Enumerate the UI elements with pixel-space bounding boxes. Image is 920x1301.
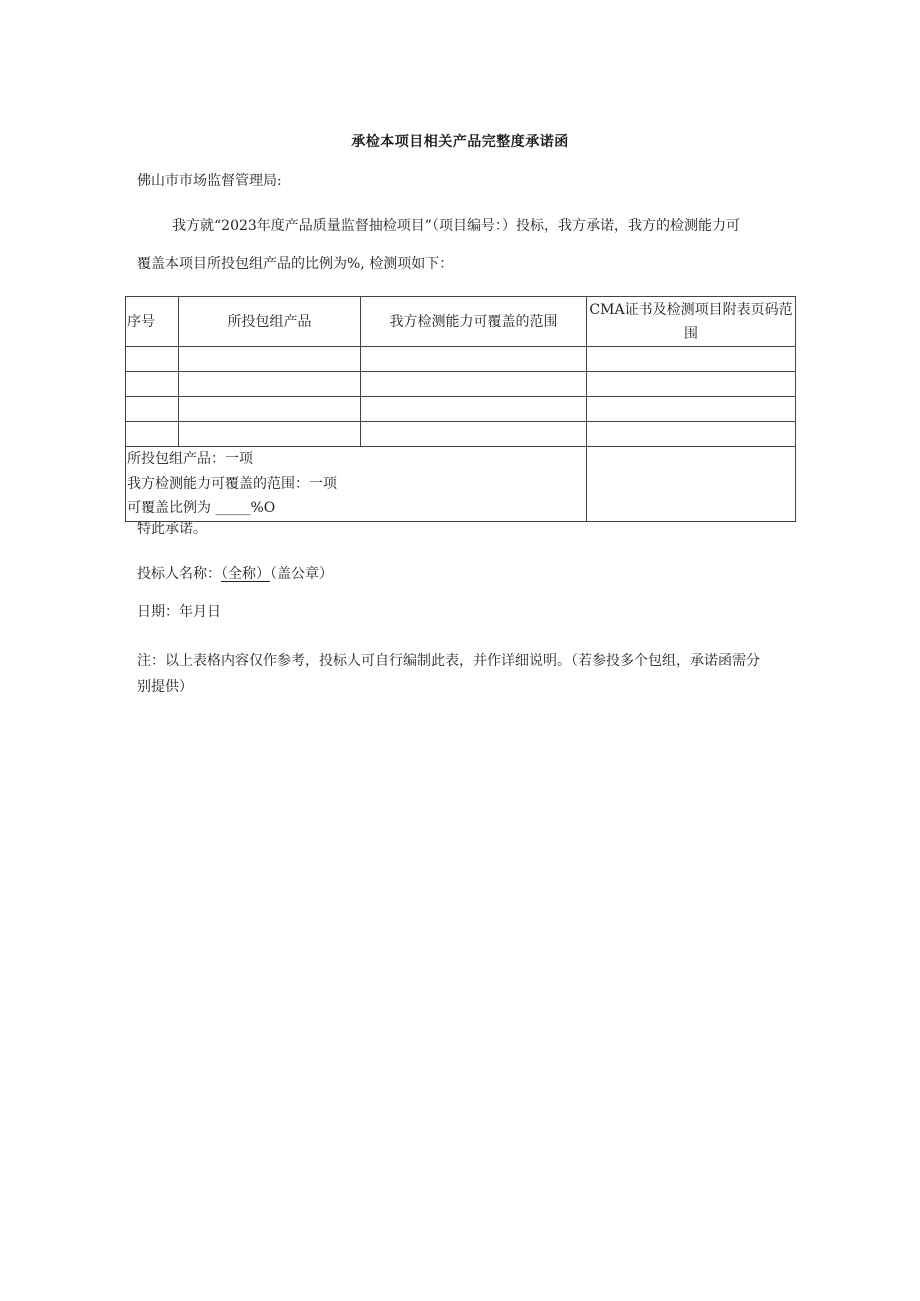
closing-statement: 特此承诺。 <box>137 521 207 537</box>
table-row <box>126 372 796 397</box>
header-products: 所投包组产品 <box>179 297 361 347</box>
commitment-body-line-1: 我方就“2023年度产品质量监督抽检项目”（项目编号：）投标，我方承诺，我方的检测能力可 <box>172 218 740 234</box>
table-cell <box>587 422 796 447</box>
bidder-fullname-blank: （全称） <box>221 566 270 582</box>
header-cma: CMA证书及检测项目附表页码范围 <box>587 297 796 347</box>
note-line-1: 注：以上表格内容仅作参考，投标人可自行编制此表，并作详细说明。（若参投多个包组，承诺函需分 <box>137 653 760 669</box>
summary-coverage-ratio: 可覆盖比例为 _____%O <box>127 500 276 516</box>
table-cell <box>179 422 361 447</box>
table-cell <box>587 372 796 397</box>
note-line-2: 别提供） <box>137 679 193 695</box>
table-cell <box>126 397 179 422</box>
document-title: 承检本项目相关产品完整度承诺函 <box>351 134 569 150</box>
table-header-row <box>126 297 796 347</box>
table-cell <box>361 422 587 447</box>
bidder-name-label: 投标人名称： <box>137 566 221 582</box>
bidder-name-line <box>137 564 333 584</box>
table-cell <box>179 372 361 397</box>
table-cell <box>361 397 587 422</box>
commitment-body-line-2: 覆盖本项目所投包组产品的比例为%, 检测项如下： <box>137 256 454 272</box>
table-cell <box>179 347 361 372</box>
table-cell <box>587 347 796 372</box>
header-seq: 序号 <box>126 297 179 347</box>
summary-coverage-count: 我方检测能力可覆盖的范围：一项 <box>127 475 337 492</box>
date-line: 日期：年月日 <box>137 604 221 620</box>
table-row <box>126 397 796 422</box>
table-cell <box>361 372 587 397</box>
table-cell <box>587 397 796 422</box>
seal-note: （盖公章） <box>270 566 333 582</box>
table-row <box>126 422 796 447</box>
table-cell <box>126 347 179 372</box>
header-coverage: 我方检测能力可覆盖的范围 <box>361 297 587 347</box>
summary-cell <box>126 447 587 522</box>
table-row <box>126 347 796 372</box>
summary-row <box>126 447 796 522</box>
table-cell <box>126 372 179 397</box>
table-cell <box>126 422 179 447</box>
summary-empty-cell <box>587 447 796 522</box>
coverage-table <box>125 296 796 522</box>
table-cell <box>361 347 587 372</box>
salutation: 佛山市市场监督管理局: <box>137 173 282 189</box>
summary-products-count: 所投包组产品：一项 <box>127 451 253 467</box>
table-cell <box>179 397 361 422</box>
